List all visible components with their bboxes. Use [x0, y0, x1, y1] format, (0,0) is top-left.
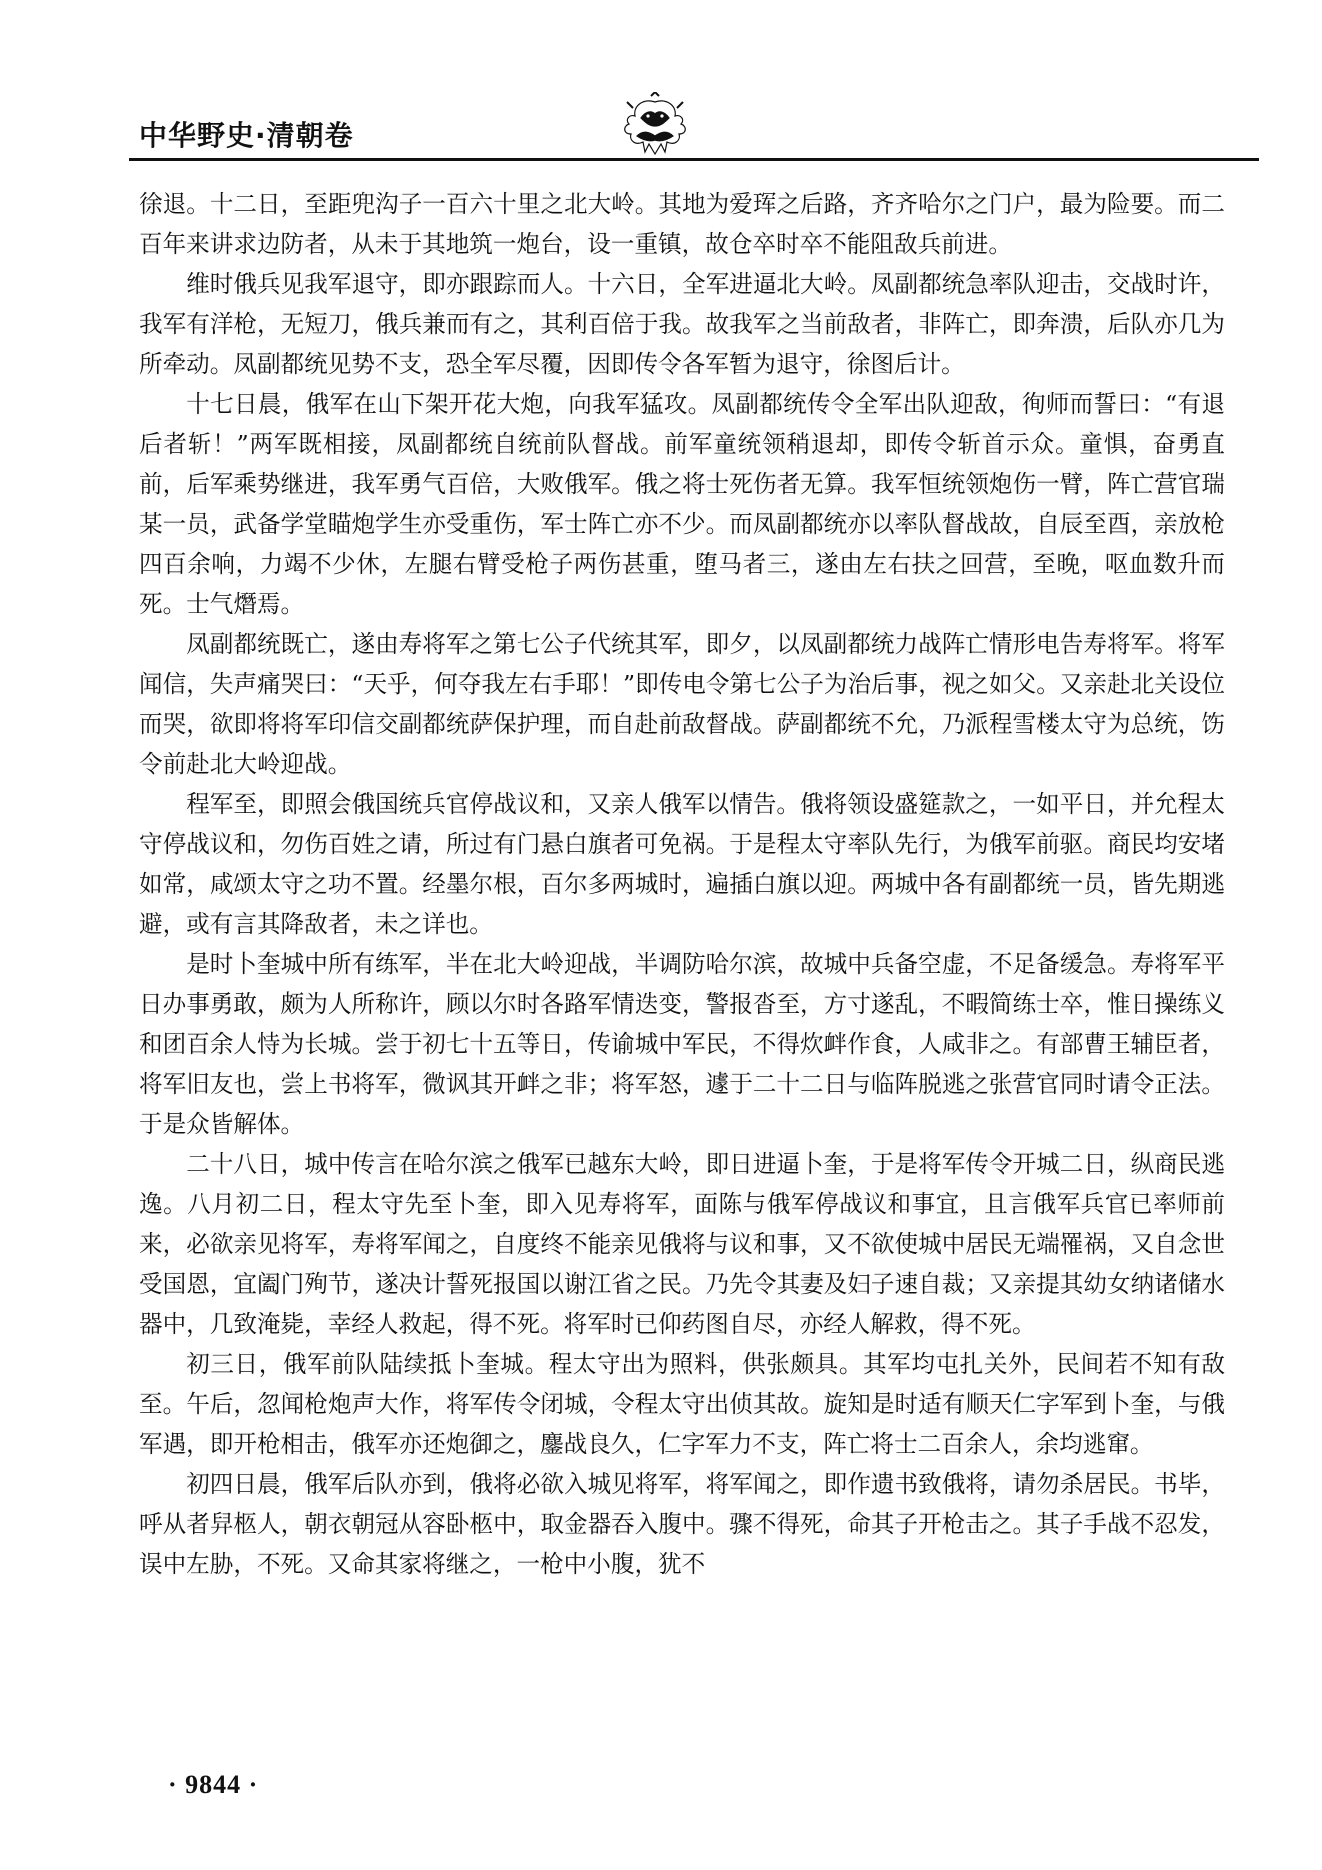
paragraph-3: 十七日晨，俄军在山下架开花大炮，向我军猛攻。凤副都统传令全军出队迎敌，徇师而誓曰：“有退后者斩！”两军既相接，凤副都统自统前队督战。前军童统领稍退却，即传令斩首示众。童惧，奋勇直前，后军乘势继进，我军勇气百倍，大败俄军。俄之将士死伤者无算。我军恒统领炮伤一臂，阵亡营官瑞某一员，武备学堂瞄炮学生亦受重伤，军士阵亡亦不少。而凤副都统亦以率队督战故，自辰至酉，亲放枪四百余响，力竭不少休，左腿右臂受枪子两伤甚重，堕马者三，遂由左右扶之回营，至晚，呕血数升而死。士气熸焉。: [139, 390, 1225, 618]
paragraph-7: 二十八日，城中传言在哈尔滨之俄军已越东大岭，即日进逼卜奎，于是将军传令开城二日，纵商民逃逸。八月初二日，程太守先至卜奎，即入见寿将军，面陈与俄军停战议和事宜，且言俄军兵官已率师前来，必欲亲见将军，寿将军闻之，自度终不能亲见俄将与议和事，又不欲使城中居民无端罹祸，又自念世受国恩，宜阖门殉节，遂决计誓死报国以谢江省之民。乃先令其妻及妇子速自裁；又亲提其幼女纳诸储水器中，几致淹毙，幸经人救起，得不死。将军时已仰药图自尽，亦经人解救，得不死。: [139, 1150, 1225, 1338]
book-title: 中华野史·清朝卷: [139, 119, 354, 152]
dragon-emblem-icon: [615, 92, 695, 158]
page-number: · 9844 ·: [168, 1770, 259, 1799]
body-text: [139, 184, 1225, 1584]
paragraph-6: 是时卜奎城中所有练军，半在北大岭迎战，半调防哈尔滨，故城中兵备空虚，不足备缓急。寿将军平日办事勇敢，颇为人所称许，顾以尔时各路军情迭变，警报沓至，方寸遂乱，不暇简练士卒，惟日操练义和团百余人恃为长城。尝于初七十五等日，传谕城中军民，不得炊衅作食，人咸非之。有部曹王辅臣者，将军旧友也，尝上书将军，微讽其开衅之非；将军怒，遽于二十二日与临阵脱逃之张营官同时请令正法。于是众皆解体。: [139, 950, 1225, 1138]
header-rule: [129, 158, 1259, 161]
paragraph-4: 凤副都统既亡，遂由寿将军之第七公子代统其军，即夕，以凤副都统力战阵亡情形电告寿将军。将军闻信，失声痛哭曰：“天乎，何夺我左右手耶！”即传电令第七公子为治后事，视之如父。又亲赴北关设位而哭，欲即将将军印信交副都统萨保护理，而自赴前敌督战。萨副都统不允，乃派程雪楼太守为总统，饬令前赴北大岭迎战。: [139, 630, 1225, 778]
paragraph-8: 初三日，俄军前队陆续抵卜奎城。程太守出为照料，供张颇具。其军均屯扎关外，民间若不知有敌至。午后，忽闻枪炮声大作，将军传令闭城，令程太守出侦其故。旋知是时适有顺天仁字军到卜奎，与俄军遇，即开枪相击，俄军亦还炮御之，鏖战良久，仁字军力不支，阵亡将士二百余人，余均逃窜。: [139, 1350, 1225, 1458]
page-header: [129, 92, 1259, 162]
paragraph-9: 初四日晨，俄军后队亦到，俄将必欲入城见将军，将军闻之，即作遗书致俄将，请勿杀居民。书毕，呼从者舁柩人，朝衣朝冠从容卧柩中，取金器吞入腹中。骤不得死，命其子开枪击之。其子手战不忍发，误中左胁，不死。又命其家将继之，一枪中小腹，犹不: [139, 1470, 1225, 1578]
paragraph-1: 徐退。十二日，至距兜沟子一百六十里之北大岭。其地为爱珲之后路，齐齐哈尔之门户，最为险要。而二百年来讲求边防者，从未于其地筑一炮台，设一重镇，故仓卒时卒不能阻敌兵前进。: [139, 190, 1225, 258]
paragraph-2: 维时俄兵见我军退守，即亦跟踪而人。十六日，全军进逼北大岭。凤副都统急率队迎击，交战时许，我军有洋枪，无短刀，俄兵兼而有之，其利百倍于我。故我军之当前敌者，非阵亡，即奔溃，后队亦几为所牵动。凤副都统见势不支，恐全军尽覆，因即传令各军暂为退守，徐图后计。: [139, 270, 1225, 378]
paragraph-5: 程军至，即照会俄国统兵官停战议和，又亲人俄军以情告。俄将领设盛筵款之，一如平日，并允程太守停战议和，勿伤百姓之请，所过有门悬白旗者可免祸。于是程太守率队先行，为俄军前驱。商民均安堵如常，咸颂太守之功不置。经墨尔根，百尔多两城时，遍插白旗以迎。两城中各有副都统一员，皆先期逃避，或有言其降敌者，未之详也。: [139, 790, 1225, 938]
